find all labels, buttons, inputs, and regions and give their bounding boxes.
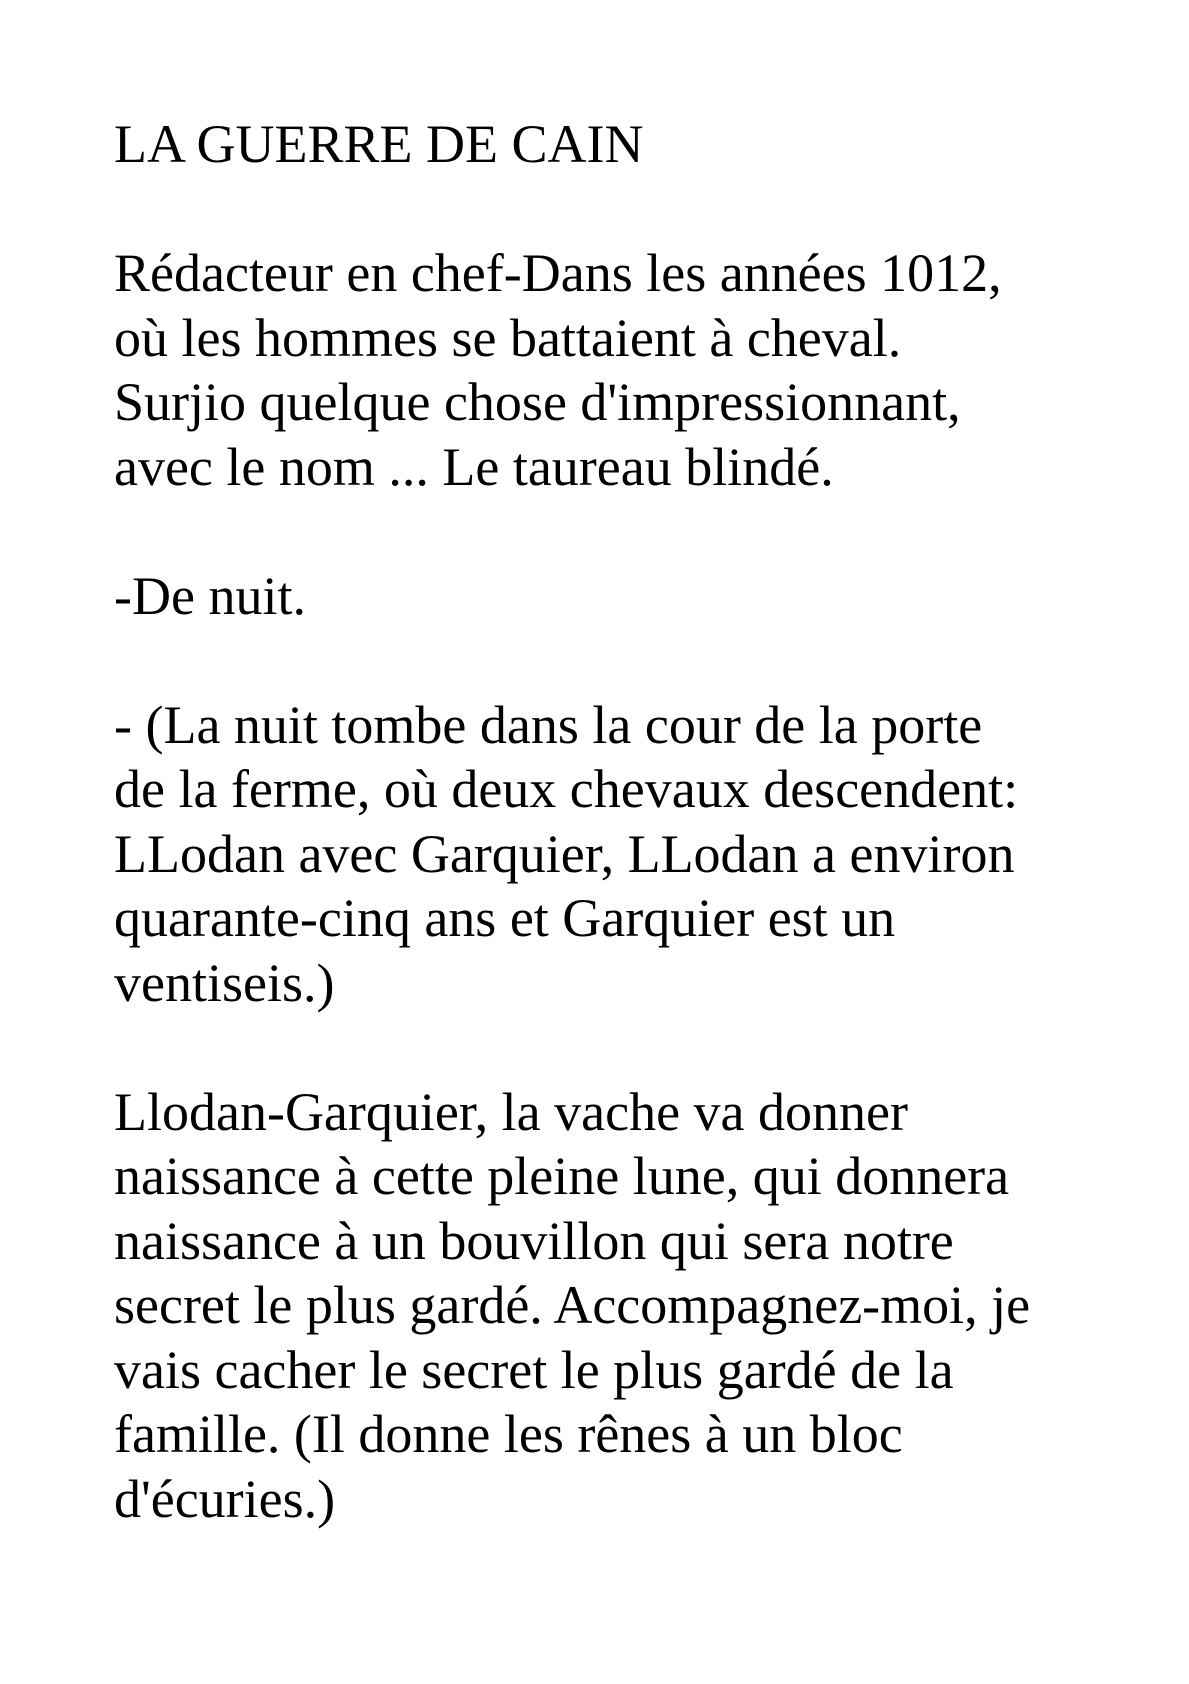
text-line: LLodan avec Garquier, LLodan a environ [114, 823, 1015, 884]
document-title: LA GUERRE DE CAIN [114, 114, 644, 174]
text-line: secret le plus gardé. Accompagnez-moi, je [114, 1275, 1031, 1335]
text-line: Surjio quelque chose d'impressionnant, [114, 372, 961, 432]
text-line: quarante-cinq ans et Garquier est un [114, 888, 896, 948]
paragraph-dialogue [114, 1080, 1124, 1532]
text-line: Rédacteur en chef-Dans les années 1012, [114, 243, 1002, 303]
paragraph-gap [114, 177, 1124, 242]
text-line: ventiseis.) [114, 952, 335, 1013]
text-line: d'écuries.) [114, 1468, 336, 1529]
text-line: vais cacher le secret le plus gardé de la [114, 1339, 954, 1400]
paragraph-stage-direction [114, 693, 1124, 1016]
paragraph-gap [114, 628, 1124, 693]
text-line: famille. (Il donne les rênes à un bloc [114, 1404, 903, 1464]
text-line: où les hommes se battaient à cheval. [114, 307, 902, 368]
text-line: avec le nom ... Le taureau blindé. [114, 436, 834, 497]
text-line: de la ferme, où deux chevaux descendent: [114, 759, 1019, 819]
paragraph-gap [114, 499, 1124, 564]
text-line: Llodan-Garquier, la vache va donner [114, 1081, 908, 1142]
text-line: naissance à un bouvillon qui sera notre [114, 1210, 954, 1271]
paragraph-gap [114, 1015, 1124, 1080]
text-line: naissance à cette pleine lune, qui donnera [114, 1146, 1010, 1206]
text-line: - (La nuit tombe dans la cour de la porte [114, 694, 983, 755]
paragraph-intro [114, 241, 1124, 499]
document-page [114, 112, 1124, 1531]
paragraph-scene-heading [114, 564, 1124, 629]
text-line: -De nuit. [114, 565, 306, 626]
